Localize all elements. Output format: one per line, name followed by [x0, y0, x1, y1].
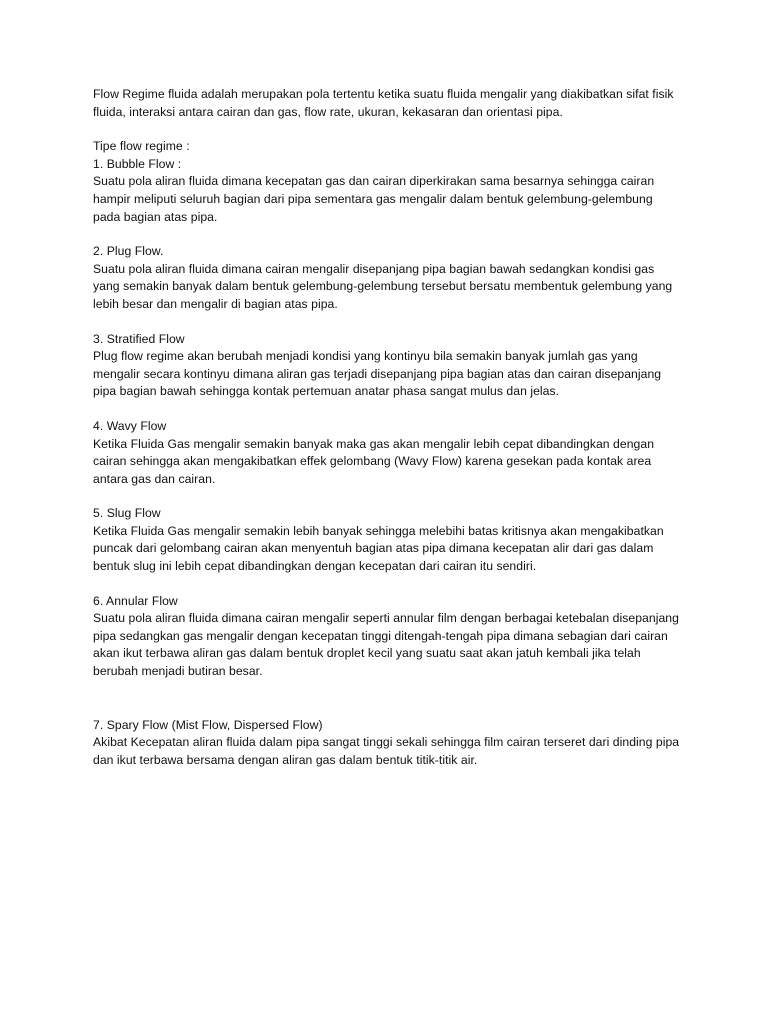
section-title: 5. Slug Flow: [93, 506, 161, 521]
section-title: 3. Stratified Flow: [93, 331, 185, 346]
section-body: Akibat Kecepatan aliran fluida dalam pipa sangat tinggi sekali sehingga film cairan terseret dari dinding pipa dan ikut terbawa bersama dengan aliran gas dalam bentuk titik-titik air.: [93, 735, 680, 767]
section-spray-flow: [93, 717, 683, 770]
section-body: Ketika Fluida Gas mengalir semakin banyak maka gas akan mengalir lebih cepat dibandingkan dengan cairan sehingga akan mengakibatkan effek gelombang (Wavy Flow) karena gesekan pada kontak area antara gas dan cairan.: [93, 436, 655, 486]
section-plug-flow: [93, 243, 683, 313]
section-title: 1. Bubble Flow :: [93, 156, 182, 171]
section-body: Plug flow regime akan berubah menjadi kondisi yang kontinyu bila semakin banyak jumlah gas yang mengalir secara kontinyu dimana aliran gas terjadi disepanjang pipa bagian atas dan cairan disepanjang pipa bagian bawah sehingga kontak pertemuan anatar phasa sangat mulus dan jelas.: [93, 349, 662, 399]
section-title: 7. Spary Flow (Mist Flow, Dispersed Flow): [93, 717, 323, 732]
section-body: Suatu pola aliran fluida dimana cairan mengalir disepanjang pipa bagian bawah sedangkan kondisi gas yang semakin banyak dalam bentuk gelembung-gelembung tersebut bersatu membentuk gelembung yang lebih besar dan mengalir di bagian atas pipa.: [93, 261, 673, 311]
section-body: Suatu pola aliran fluida dimana kecepatan gas dan cairan diperkirakan sama besarnya sehingga cairan hampir meliputi seluruh bagian dari pipa sementara gas mengalir dalam bentuk gelembung-gelembung pada bagian atas pipa.: [93, 174, 655, 224]
section-title: 4. Wavy Flow: [93, 418, 167, 433]
section-body: Suatu pola aliran fluida dimana cairan mengalir seperti annular film dengan berbagai ketebalan disepanjang pipa sedangkan gas mengalir dengan kecepatan tinggi ditengah-tengah pipa dimana sebagian dari cairan akan ikut terbawa aliran gas dalam bentuk droplet kecil yang suatu saat akan jatuh kembali jika telah berubah menjadi butiran besar.: [93, 611, 679, 679]
section-wavy-flow: [93, 418, 683, 488]
list-title: Tipe flow regime :: [93, 139, 190, 154]
section-slug-flow: [93, 505, 683, 575]
document-content: [93, 86, 683, 786]
section-title: 2. Plug Flow.: [93, 244, 164, 259]
section-bubble-flow: [93, 156, 683, 226]
section-annular-flow: [93, 593, 683, 681]
section-body: Ketika Fluida Gas mengalir semakin lebih banyak sehingga melebihi batas kritisnya akan mengakibatkan puncak dari gelombang cairan akan menyentuh bagian atas pipa dimana kecepatan alir dari gas dalam bentuk slug ini lebih cepat dibandingkan dengan kecepatan dari cairan itu sendiri.: [93, 523, 664, 574]
section-stratified-flow: [93, 331, 683, 401]
intro-paragraph: Flow Regime fluida adalah merupakan pola tertentu ketika suatu fluida mengalir yang diakibatkan sifat fisik fluida, interaksi antara cairan dan gas, flow rate, ukuran, kekasaran dan orientasi pipa.: [93, 87, 674, 119]
section-title: 6. Annular Flow: [93, 593, 178, 608]
